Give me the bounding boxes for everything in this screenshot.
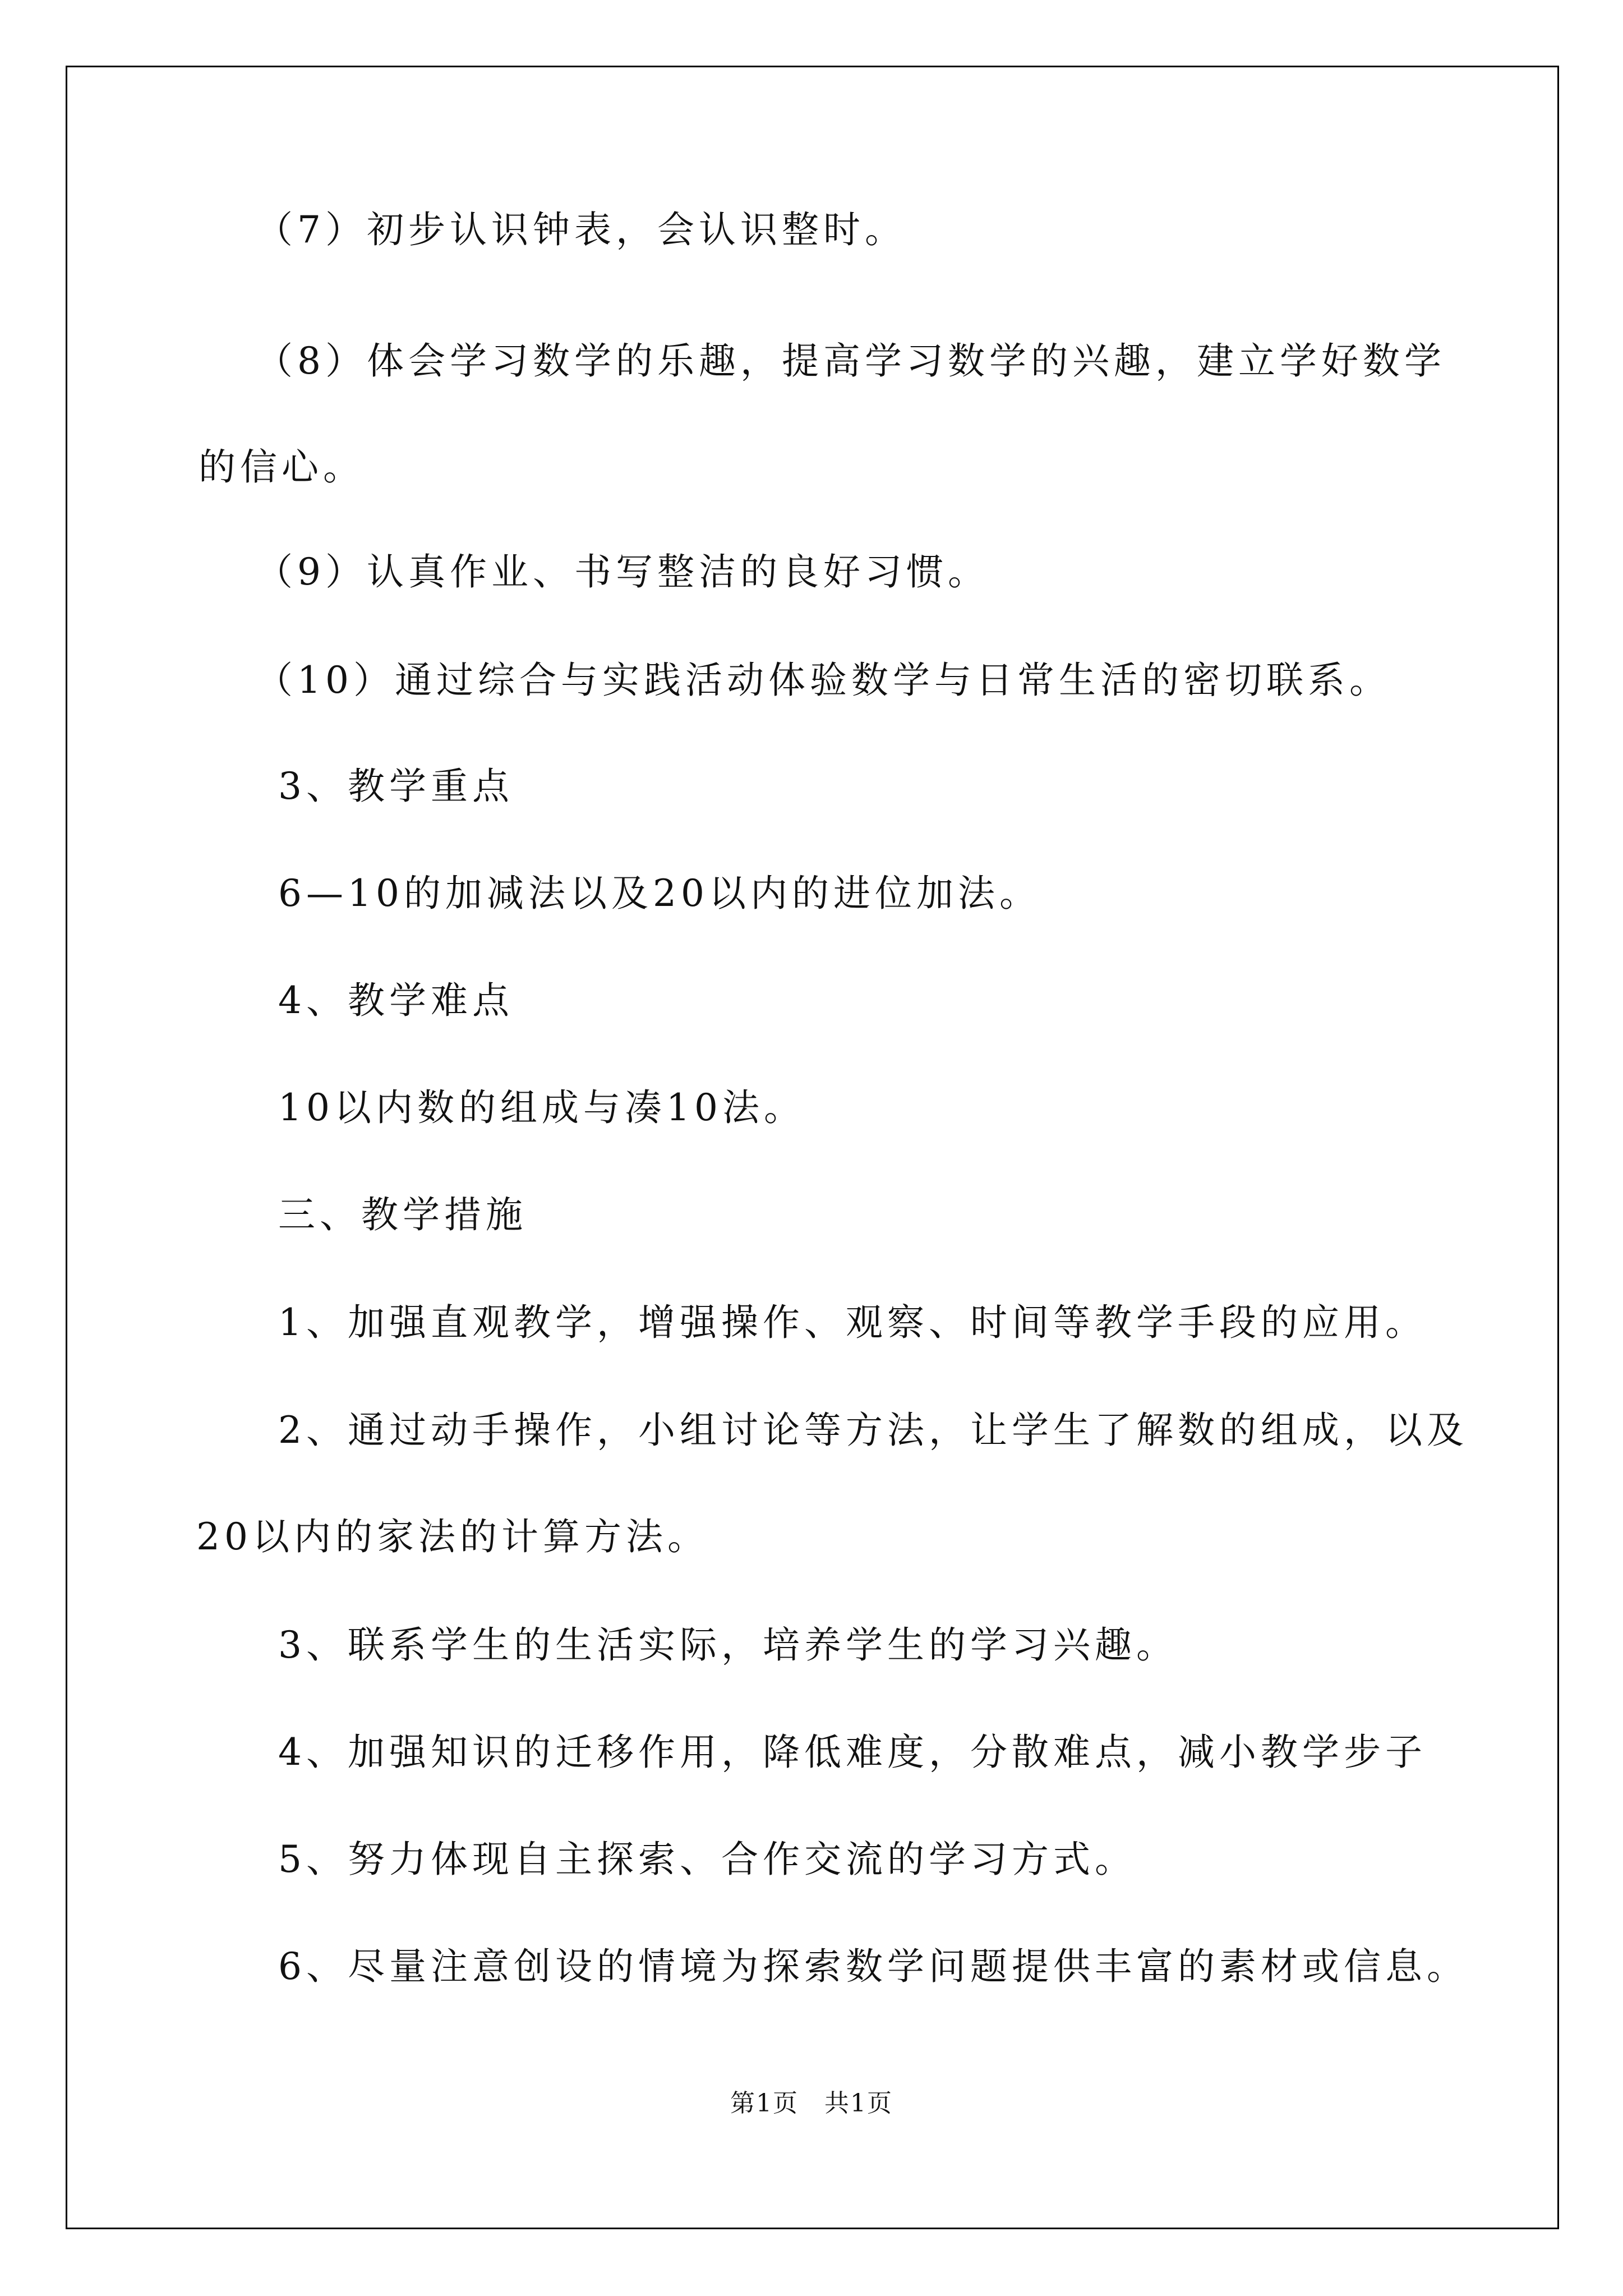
body-line: 1、加强直观教学，增强操作、观察、时间等教学手段的应用。 [278, 1301, 1427, 1344]
body-line: 6、尽量注意创设的情境为探索数学问题提供丰富的素材或信息。 [278, 1945, 1468, 1988]
body-line: 10以内数的组成与凑10法。 [278, 1086, 805, 1129]
page-border [66, 66, 1559, 2229]
body-line: 3、联系学生的生活实际，培养学生的学习兴趣。 [278, 1623, 1178, 1667]
section-heading: 3、教学重点 [278, 765, 514, 808]
body-line: 的信心。 [199, 445, 365, 489]
section-heading: 4、教学难点 [278, 979, 514, 1022]
body-line: 20以内的家法的计算方法。 [196, 1515, 709, 1558]
page-number-footer: 第1页 共1页 [730, 2089, 893, 2118]
body-line: （10）通过综合与实践活动体验数学与日常生活的密切联系。 [256, 659, 1391, 702]
body-line: 4、加强知识的迁移作用，降低难度，分散难点，减小教学步子 [278, 1731, 1427, 1774]
body-line: （7）初步认识钟表，会认识整时。 [256, 208, 906, 251]
body-line: 6—10的加减法以及20以内的进位加法。 [278, 872, 1041, 915]
section-heading: 三、教学措施 [278, 1193, 527, 1236]
body-line: （9）认真作业、书写整洁的良好习惯。 [256, 550, 989, 593]
body-line: 2、通过动手操作，小组讨论等方法，让学生了解数的组成，以及 [278, 1409, 1468, 1452]
body-line: 5、努力体现自主探索、合作交流的学习方式。 [278, 1838, 1136, 1881]
body-line: （8）体会学习数学的乐趣，提高学习数学的兴趣，建立学好数学 [256, 339, 1446, 383]
